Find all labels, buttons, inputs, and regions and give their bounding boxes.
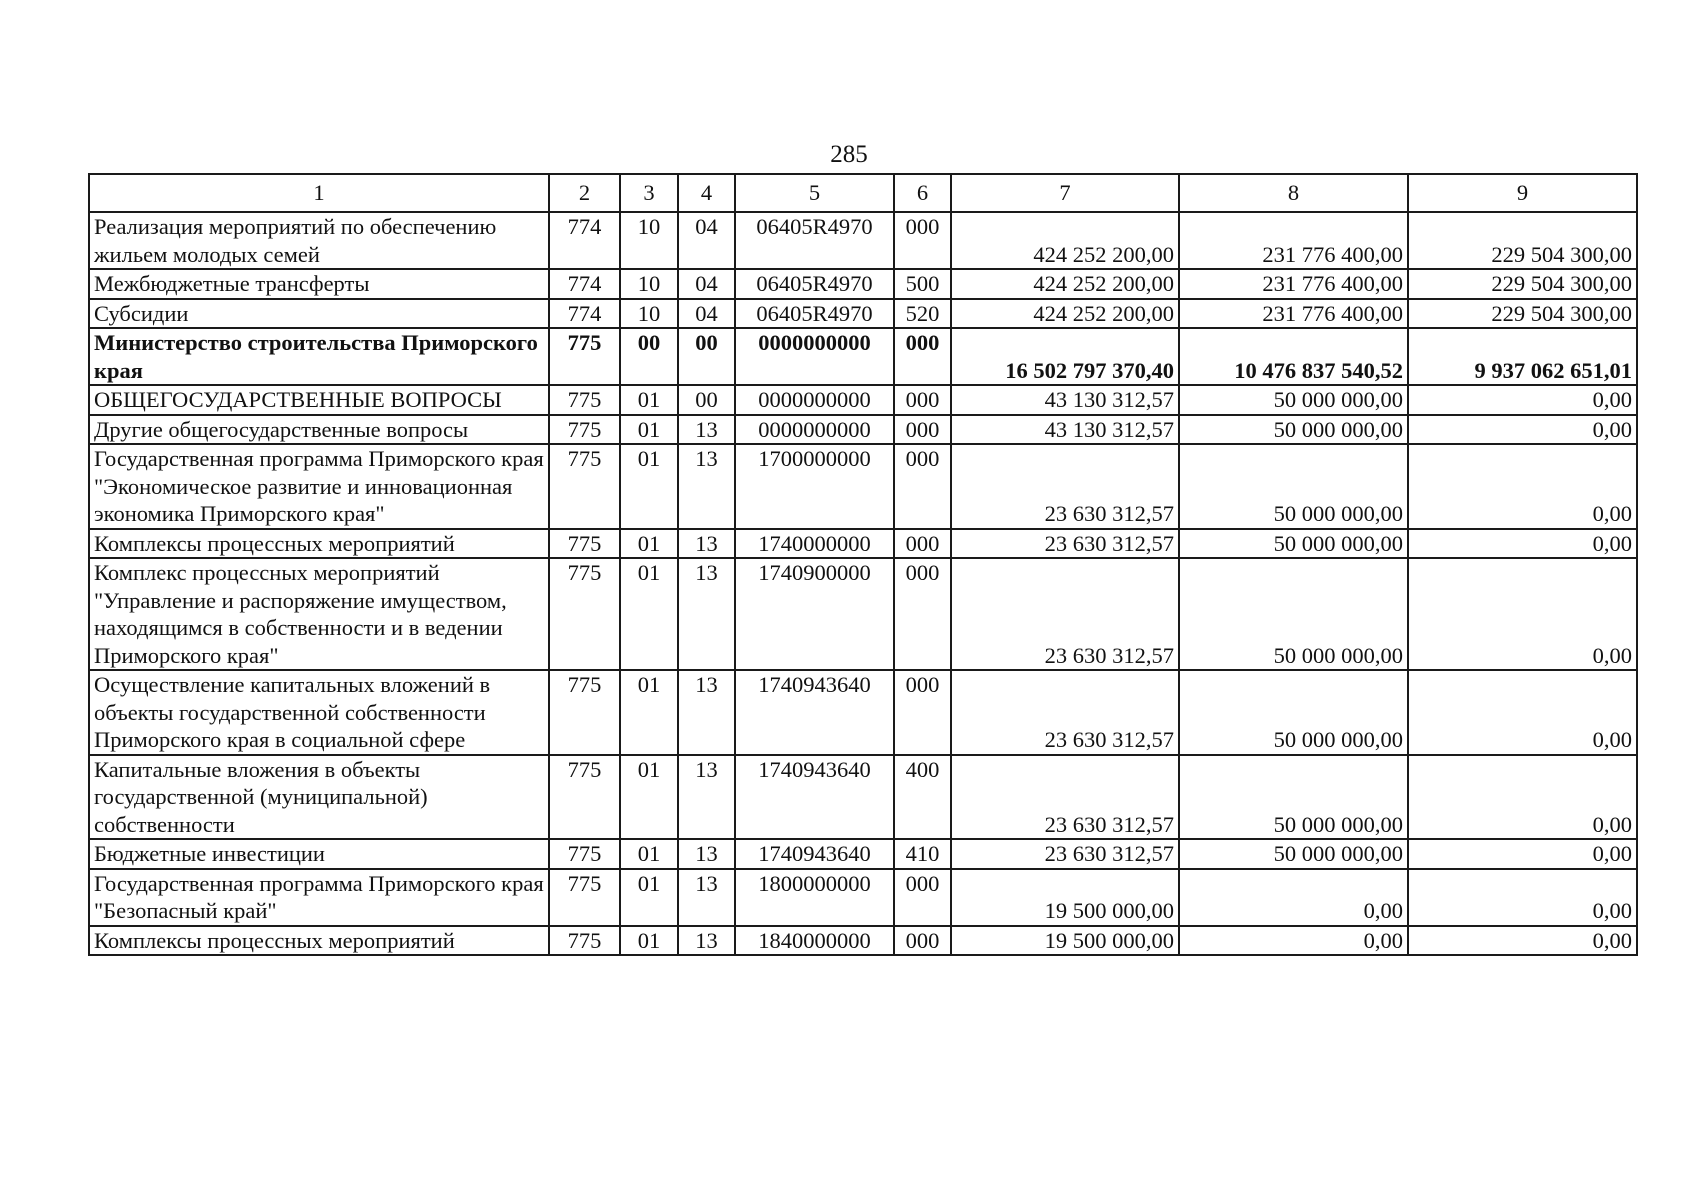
row-sum-8: 50 000 000,00 bbox=[1179, 385, 1408, 415]
row-name: ОБЩЕГОСУДАРСТВЕННЫЕ ВОПРОСЫ bbox=[89, 385, 549, 415]
row-sum-8: 0,00 bbox=[1179, 926, 1408, 956]
row-code-5: 1700000000 bbox=[735, 444, 894, 529]
header-cell: 2 bbox=[549, 174, 620, 212]
row-code-5: 1740943640 bbox=[735, 670, 894, 755]
row-sum-9: 0,00 bbox=[1408, 415, 1637, 445]
row-code-5: 06405R4970 bbox=[735, 269, 894, 299]
row-sum-8: 0,00 bbox=[1179, 869, 1408, 926]
row-code-3: 01 bbox=[620, 529, 678, 559]
row-sum-7: 19 500 000,00 bbox=[951, 869, 1179, 926]
row-code-6: 400 bbox=[894, 755, 951, 840]
row-code-4: 04 bbox=[678, 299, 735, 329]
row-code-2: 775 bbox=[549, 328, 620, 385]
row-code-4: 13 bbox=[678, 444, 735, 529]
table-row bbox=[89, 444, 1637, 529]
row-code-5: 1800000000 bbox=[735, 869, 894, 926]
row-code-6: 500 bbox=[894, 269, 951, 299]
row-sum-7: 424 252 200,00 bbox=[951, 212, 1179, 269]
row-code-3: 01 bbox=[620, 670, 678, 755]
row-sum-7: 23 630 312,57 bbox=[951, 444, 1179, 529]
row-name: Капитальные вложения в объекты государственной (муниципальной) собственности bbox=[89, 755, 549, 840]
table-row bbox=[89, 869, 1637, 926]
row-sum-8: 50 000 000,00 bbox=[1179, 529, 1408, 559]
row-code-2: 775 bbox=[549, 415, 620, 445]
row-code-4: 13 bbox=[678, 755, 735, 840]
row-code-4: 13 bbox=[678, 529, 735, 559]
row-code-2: 775 bbox=[549, 926, 620, 956]
row-code-4: 13 bbox=[678, 869, 735, 926]
row-code-2: 775 bbox=[549, 869, 620, 926]
row-code-2: 775 bbox=[549, 839, 620, 869]
row-sum-7: 424 252 200,00 bbox=[951, 299, 1179, 329]
row-code-5: 1740000000 bbox=[735, 529, 894, 559]
row-code-2: 774 bbox=[549, 299, 620, 329]
row-code-4: 04 bbox=[678, 212, 735, 269]
row-sum-9: 229 504 300,00 bbox=[1408, 269, 1637, 299]
row-name: Комплекс процессных мероприятий "Управление и распоряжение имуществом, находящимся в собственности и в ведении Приморского края" bbox=[89, 558, 549, 670]
header-cell: 4 bbox=[678, 174, 735, 212]
header-cell: 1 bbox=[89, 174, 549, 212]
header-cell: 5 bbox=[735, 174, 894, 212]
header-cell: 6 bbox=[894, 174, 951, 212]
row-sum-7: 16 502 797 370,40 bbox=[951, 328, 1179, 385]
row-code-2: 774 bbox=[549, 212, 620, 269]
row-sum-8: 50 000 000,00 bbox=[1179, 755, 1408, 840]
row-code-5: 06405R4970 bbox=[735, 212, 894, 269]
row-code-6: 000 bbox=[894, 444, 951, 529]
row-sum-9: 0,00 bbox=[1408, 444, 1637, 529]
table-row bbox=[89, 839, 1637, 869]
row-code-6: 000 bbox=[894, 670, 951, 755]
row-name: Межбюджетные трансферты bbox=[89, 269, 549, 299]
row-code-6: 410 bbox=[894, 839, 951, 869]
row-code-3: 01 bbox=[620, 839, 678, 869]
table-row bbox=[89, 415, 1637, 445]
row-name: Комплексы процессных мероприятий bbox=[89, 529, 549, 559]
row-sum-7: 23 630 312,57 bbox=[951, 558, 1179, 670]
row-sum-7: 23 630 312,57 bbox=[951, 529, 1179, 559]
row-code-4: 00 bbox=[678, 328, 735, 385]
table-row bbox=[89, 385, 1637, 415]
row-sum-8: 50 000 000,00 bbox=[1179, 839, 1408, 869]
page-number: 285 bbox=[830, 141, 868, 168]
row-code-5: 06405R4970 bbox=[735, 299, 894, 329]
header-cell: 8 bbox=[1179, 174, 1408, 212]
row-sum-8: 10 476 837 540,52 bbox=[1179, 328, 1408, 385]
row-code-3: 10 bbox=[620, 212, 678, 269]
row-sum-9: 0,00 bbox=[1408, 529, 1637, 559]
row-sum-9: 0,00 bbox=[1408, 869, 1637, 926]
row-sum-9: 0,00 bbox=[1408, 670, 1637, 755]
row-sum-9: 0,00 bbox=[1408, 558, 1637, 670]
row-code-5: 1740943640 bbox=[735, 755, 894, 840]
row-code-2: 775 bbox=[549, 558, 620, 670]
row-code-2: 774 bbox=[549, 269, 620, 299]
row-code-4: 04 bbox=[678, 269, 735, 299]
row-sum-8: 50 000 000,00 bbox=[1179, 670, 1408, 755]
row-code-6: 000 bbox=[894, 529, 951, 559]
row-code-5: 0000000000 bbox=[735, 415, 894, 445]
row-code-3: 10 bbox=[620, 269, 678, 299]
row-name: Другие общегосударственные вопросы bbox=[89, 415, 549, 445]
row-sum-7: 43 130 312,57 bbox=[951, 385, 1179, 415]
row-code-3: 01 bbox=[620, 444, 678, 529]
row-sum-9: 0,00 bbox=[1408, 839, 1637, 869]
row-code-5: 1740943640 bbox=[735, 839, 894, 869]
table-row bbox=[89, 558, 1637, 670]
row-code-6: 520 bbox=[894, 299, 951, 329]
row-code-2: 775 bbox=[549, 670, 620, 755]
row-code-6: 000 bbox=[894, 926, 951, 956]
row-sum-9: 229 504 300,00 bbox=[1408, 299, 1637, 329]
row-code-3: 01 bbox=[620, 926, 678, 956]
row-sum-8: 50 000 000,00 bbox=[1179, 444, 1408, 529]
table-row bbox=[89, 755, 1637, 840]
row-name: Субсидии bbox=[89, 299, 549, 329]
row-code-3: 01 bbox=[620, 869, 678, 926]
row-code-3: 01 bbox=[620, 415, 678, 445]
row-sum-8: 50 000 000,00 bbox=[1179, 415, 1408, 445]
row-sum-9: 229 504 300,00 bbox=[1408, 212, 1637, 269]
row-sum-8: 231 776 400,00 bbox=[1179, 212, 1408, 269]
row-sum-7: 43 130 312,57 bbox=[951, 415, 1179, 445]
row-sum-9: 9 937 062 651,01 bbox=[1408, 328, 1637, 385]
row-name: Государственная программа Приморского края "Экономическое развитие и инновационная экономика Приморского края" bbox=[89, 444, 549, 529]
row-sum-7: 23 630 312,57 bbox=[951, 670, 1179, 755]
header-row bbox=[89, 174, 1637, 212]
budget-table bbox=[88, 173, 1638, 956]
row-code-2: 775 bbox=[549, 529, 620, 559]
row-name: Осуществление капитальных вложений в объекты государственной собственности Приморского края в социальной сфере bbox=[89, 670, 549, 755]
row-name: Комплексы процессных мероприятий bbox=[89, 926, 549, 956]
row-code-6: 000 bbox=[894, 212, 951, 269]
row-sum-8: 231 776 400,00 bbox=[1179, 269, 1408, 299]
row-code-5: 0000000000 bbox=[735, 328, 894, 385]
row-sum-9: 0,00 bbox=[1408, 385, 1637, 415]
row-code-5: 0000000000 bbox=[735, 385, 894, 415]
row-code-2: 775 bbox=[549, 444, 620, 529]
row-code-4: 13 bbox=[678, 839, 735, 869]
row-code-3: 01 bbox=[620, 558, 678, 670]
row-name: Государственная программа Приморского края "Безопасный край" bbox=[89, 869, 549, 926]
row-code-3: 01 bbox=[620, 385, 678, 415]
row-code-6: 000 bbox=[894, 558, 951, 670]
row-sum-9: 0,00 bbox=[1408, 926, 1637, 956]
row-sum-7: 424 252 200,00 bbox=[951, 269, 1179, 299]
row-sum-7: 19 500 000,00 bbox=[951, 926, 1179, 956]
header-cell: 9 bbox=[1408, 174, 1637, 212]
row-code-4: 13 bbox=[678, 415, 735, 445]
table-row bbox=[89, 670, 1637, 755]
table-row bbox=[89, 328, 1637, 385]
row-code-2: 775 bbox=[549, 385, 620, 415]
row-code-6: 000 bbox=[894, 328, 951, 385]
row-sum-9: 0,00 bbox=[1408, 755, 1637, 840]
row-code-6: 000 bbox=[894, 869, 951, 926]
table-row bbox=[89, 926, 1637, 956]
table-row bbox=[89, 269, 1637, 299]
header-cell: 7 bbox=[951, 174, 1179, 212]
row-code-2: 775 bbox=[549, 755, 620, 840]
row-code-3: 01 bbox=[620, 755, 678, 840]
table-row bbox=[89, 299, 1637, 329]
row-code-4: 13 bbox=[678, 670, 735, 755]
row-code-5: 1740900000 bbox=[735, 558, 894, 670]
table-row bbox=[89, 529, 1637, 559]
row-sum-7: 23 630 312,57 bbox=[951, 755, 1179, 840]
header-cell: 3 bbox=[620, 174, 678, 212]
row-code-6: 000 bbox=[894, 385, 951, 415]
row-name: Бюджетные инвестиции bbox=[89, 839, 549, 869]
row-code-4: 00 bbox=[678, 385, 735, 415]
row-code-3: 00 bbox=[620, 328, 678, 385]
row-sum-7: 23 630 312,57 bbox=[951, 839, 1179, 869]
row-name: Министерство строительства Приморского края bbox=[89, 328, 549, 385]
row-sum-8: 50 000 000,00 bbox=[1179, 558, 1408, 670]
row-code-5: 1840000000 bbox=[735, 926, 894, 956]
row-sum-8: 231 776 400,00 bbox=[1179, 299, 1408, 329]
table-row bbox=[89, 212, 1637, 269]
row-code-6: 000 bbox=[894, 415, 951, 445]
row-code-4: 13 bbox=[678, 558, 735, 670]
row-name: Реализация мероприятий по обеспечению жильем молодых семей bbox=[89, 212, 549, 269]
row-code-4: 13 bbox=[678, 926, 735, 956]
row-code-3: 10 bbox=[620, 299, 678, 329]
